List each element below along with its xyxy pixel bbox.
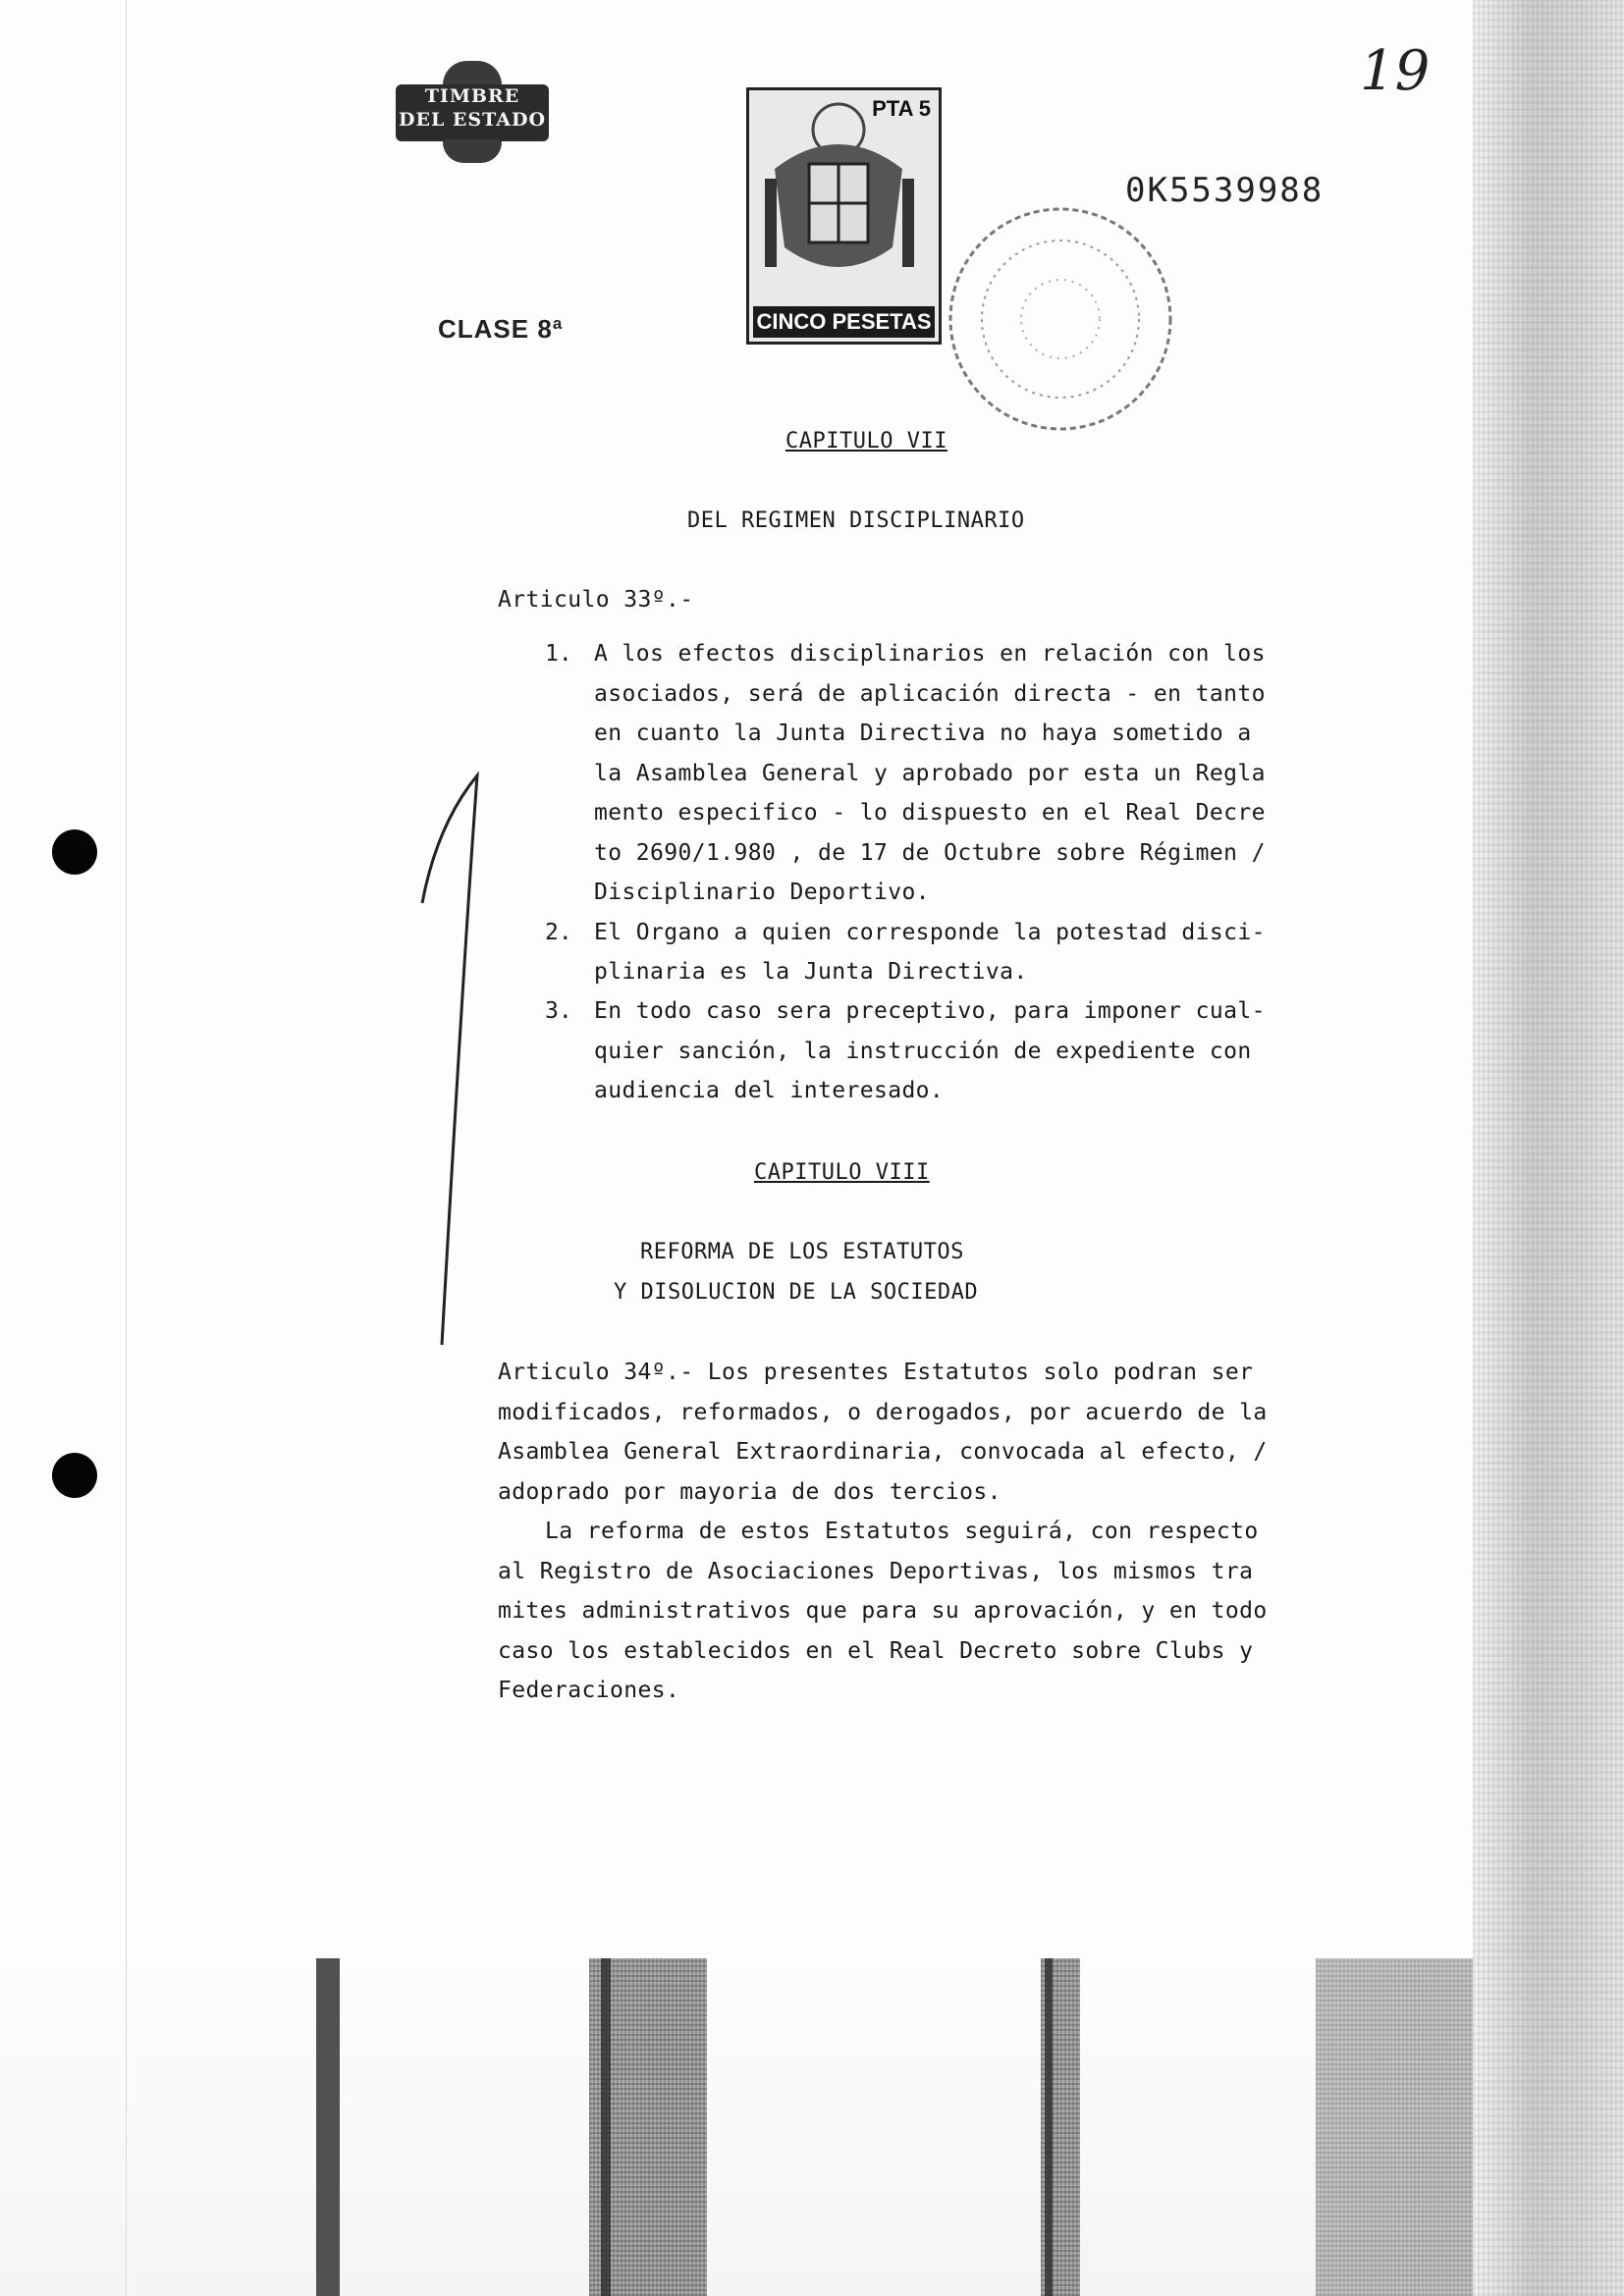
circular-seal-icon (943, 201, 1178, 437)
timbre-line2: DEL ESTADO (398, 109, 546, 131)
punch-hole (52, 829, 97, 875)
stamp-value: PTA 5 (872, 96, 931, 121)
paragraph-line: La reforma de estos Estatutos seguirá, con respecto (545, 1519, 1259, 1544)
scan-artifact-stripe (601, 1958, 611, 2296)
item-line: El Organo a quien corresponde la potestad disci- (594, 920, 1266, 945)
article-33-label: Articulo 33º.- (498, 587, 694, 613)
item-number: 2. (545, 920, 572, 945)
chapter-8-subtitle-line2: Y DISOLUCION DE LA SOCIEDAD (614, 1280, 979, 1305)
fiscal-stamp (746, 87, 942, 345)
item-line: asociados, será de aplicación directa - en tanto (594, 681, 1266, 707)
item-line: mento especifico - lo dispuesto en el Real Decre (594, 800, 1266, 826)
scan-artifact-stripe (316, 1958, 340, 2296)
stamp-caption: CINCO PESETAS (753, 306, 935, 338)
chapter-8-subtitle-line1: REFORMA DE LOS ESTATUTOS (640, 1240, 964, 1264)
chapter-7-subtitle: DEL REGIMEN DISCIPLINARIO (687, 508, 1025, 533)
handwritten-margin-line-icon (412, 766, 491, 1355)
paragraph-line: caso los establecidos en el Real Decreto sobre Clubs y (498, 1638, 1254, 1664)
clase-label: CLASE 8ª (438, 314, 564, 344)
article-34-line: Articulo 34º.- Los presentes Estatutos solo podran ser (498, 1360, 1254, 1385)
serial-number: 0K5539988 (1125, 171, 1325, 210)
coat-of-arms-icon (755, 100, 927, 296)
article-34-line: adoprado por mayoria de dos tercios. (498, 1479, 1001, 1505)
paragraph-line: mites administrativos que para su aprovación, y en todo (498, 1598, 1268, 1624)
scan-edge-strip (1473, 0, 1624, 2296)
item-line: En todo caso sera preceptivo, para imponer cual- (594, 998, 1266, 1024)
chapter-8-title: CAPITULO VIII (754, 1160, 930, 1185)
paragraph-line: al Registro de Asociaciones Deportivas, los mismos tra (498, 1559, 1254, 1584)
handwritten-page-number: 19 (1360, 39, 1431, 103)
scan-artifact-stripe (1045, 1958, 1053, 2296)
paragraph-line: Federaciones. (498, 1678, 680, 1703)
item-line: en cuanto la Junta Directiva no haya sometido a (594, 721, 1252, 746)
chapter-7-title: CAPITULO VII (785, 429, 947, 454)
fold-line (126, 0, 127, 2296)
item-line: plinaria es la Junta Directiva. (594, 959, 1028, 985)
item-number: 1. (545, 641, 572, 667)
item-line: Disciplinario Deportivo. (594, 880, 930, 905)
punch-hole (52, 1453, 97, 1498)
article-34-line: modificados, reformados, o derogados, por acuerdo de la (498, 1400, 1268, 1425)
item-number: 3. (545, 998, 572, 1024)
item-line: audiencia del interesado. (594, 1078, 945, 1103)
item-line: A los efectos disciplinarios en relación con los (594, 641, 1266, 667)
article-34-line: Asamblea General Extraordinaria, convocada al efecto, / (498, 1439, 1268, 1465)
scan-bottom-band (0, 1953, 1473, 2296)
item-line: to 2690/1.980 , de 17 de Octubre sobre Régimen / (594, 840, 1266, 866)
scan-artifact-stripe (1316, 1958, 1473, 2296)
timbre-del-estado-emblem (396, 61, 549, 167)
item-line: la Asamblea General y aprobado por esta un Regla (594, 761, 1266, 786)
timbre-line1: TIMBRE (424, 85, 520, 107)
item-line: quier sanción, la instrucción de expediente con (594, 1039, 1252, 1064)
